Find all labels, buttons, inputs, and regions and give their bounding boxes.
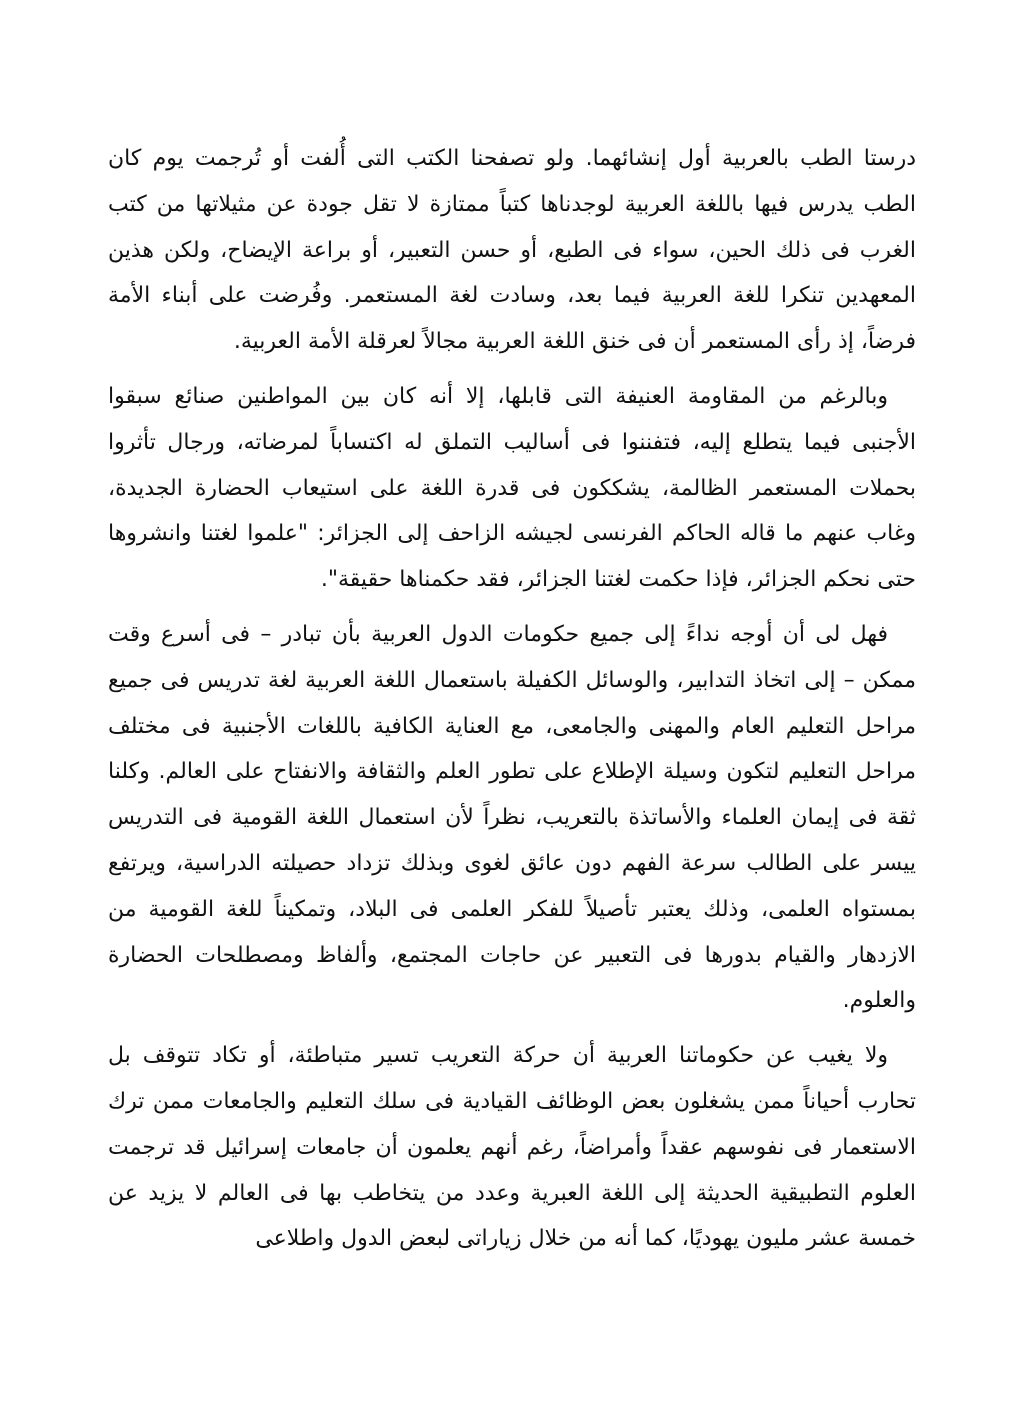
paragraph-4: ولا يغيب عن حكوماتنا العربية أن حركة التعريب تسير متباطئة، أو تكاد تتوقف بل تحارب أحياناً ممن يشغلون بعض الوظائف القيادية فى سلك التعليم والجامعات ممن ترك الاستعمار فى نفوسهم عقداً وأمراضاً، رغم أنهم يعلمون أن جامعات إسرائيل قد ترجمت العلوم التطبيقية الحديثة إلى اللغة العبرية وعدد من يتخاطب بها فى العالم لا يزيد عن خمسة عشر مليون يهوديًا، كما أنه من خلال زياراتى لبعض الدول واطلاعى [108, 1043, 916, 1252]
paragraph-1: درستا الطب بالعربية أول إنشائهما. ولو تصفحنا الكتب التى أُلفت أو تُرجمت يوم كان الطب يدرس فيها باللغة العربية لوجدناها كتباً ممتازة لا تقل جودة عن مثيلاتها من كتب الغرب فى ذلك الحين، سواء فى الطبع، أو حسن التعبير، أو براعة الإيضاح، ولكن هذين المعهدين تنكرا للغة العربية فيما بعد، وسادت لغة المستعمر. وفُرضت على أبناء الأمة فرضاً، إذ رأى المستعمر أن فى خنق اللغة العربية مجالاً لعرقلة الأمة العربية. [108, 146, 916, 355]
document-body [108, 136, 916, 1271]
paragraph-3: فهل لى أن أوجه نداءً إلى جميع حكومات الدول العربية بأن تبادر – فى أسرع وقت ممكن – إلى اتخاذ التدابير، والوسائل الكفيلة باستعمال اللغة العربية لغة تدريس فى جميع مراحل التعليم العام والمهنى والجامعى، مع العناية الكافية باللغات الأجنبية فى مختلف مراحل التعليم لتكون وسيلة الإطلاع على تطور العلم والثقافة والانفتاح على العالم. وكلنا ثقة فى إيمان العلماء والأساتذة بالتعريب، نظراً لأن استعمال اللغة القومية فى التدريس ييسر على الطالب سرعة الفهم دون عائق لغوى وبذلك تزداد حصيلته الدراسية، ويرتفع بمستواه العلمى، وذلك يعتبر تأصيلاً للفكر العلمى فى البلاد، وتمكيناً للغة القومية من الازدهار والقيام بدورها فى التعبير عن حاجات المجتمع، وألفاظ ومصطلحات الحضارة والعلوم. [108, 621, 916, 1014]
paragraph-2: وبالرغم من المقاومة العنيفة التى قابلها، إلا أنه كان بين المواطنين صنائع سبقوا الأجنبى فيما يتطلع إليه، فتفننوا فى أساليب التملق له اكتساباً لمرضاته، ورجال تأثروا بحملات المستعمر الظالمة، يشككون فى قدرة اللغة على استيعاب الحضارة الجديدة، وغاب عنهم ما قاله الحاكم الفرنسى لجيشه الزاحف إلى الجزائر: "علموا لغتنا وانشروها حتى نحكم الجزائر، فإذا حكمت لغتنا الجزائر، فقد حكمناها حقيقة". [108, 383, 916, 593]
